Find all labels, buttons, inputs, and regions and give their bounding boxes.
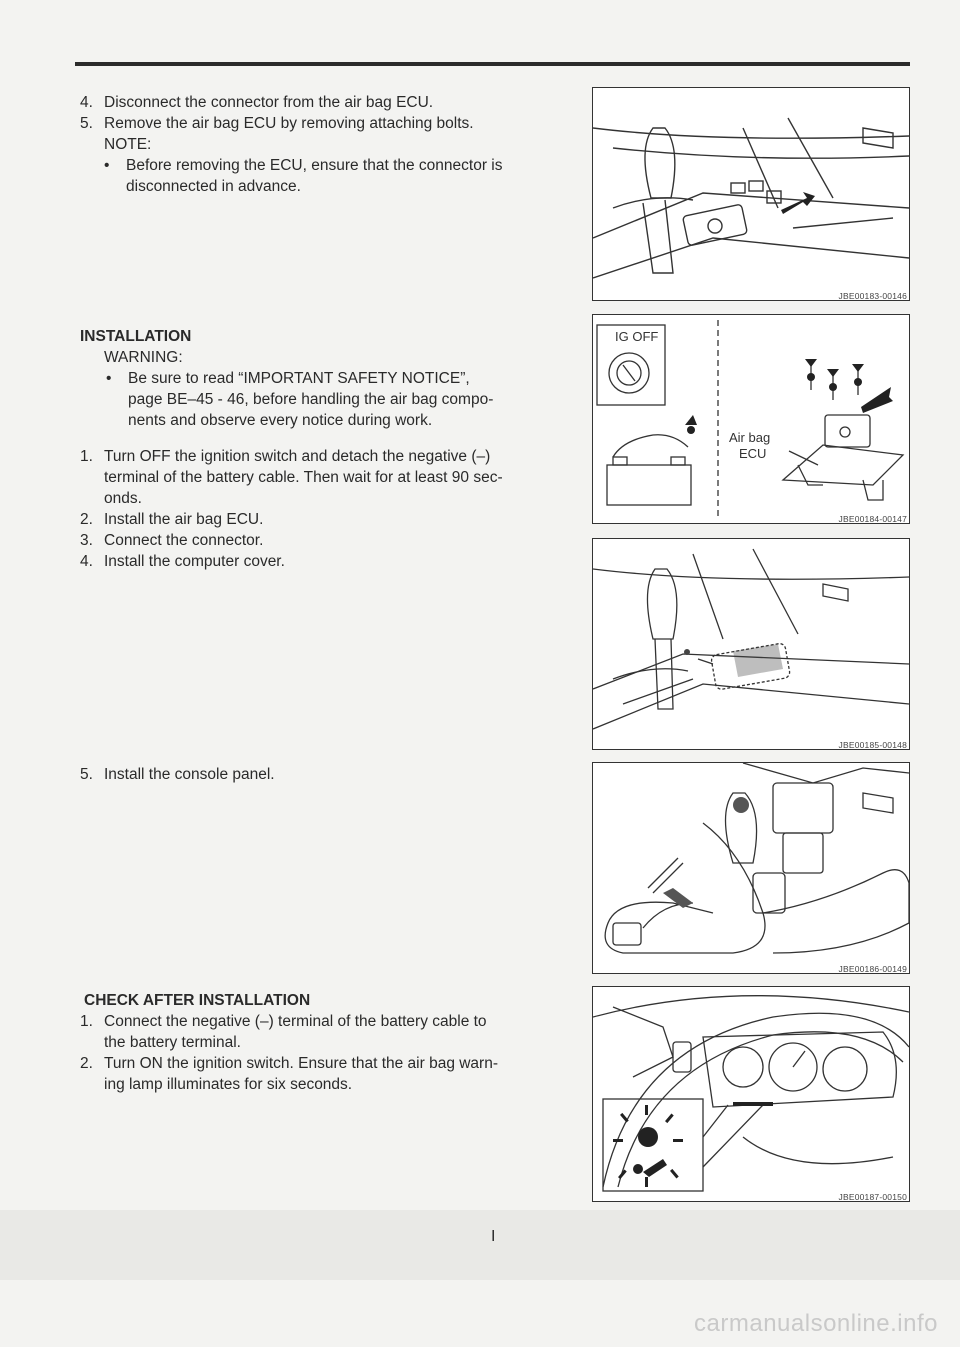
page-number: I (491, 1228, 496, 1245)
warning-label: WARNING: (104, 349, 183, 366)
step-number: 5. (80, 115, 93, 132)
footer-band (0, 1210, 960, 1280)
step-line: Turn ON the ignition switch. Ensure that the air bag warn- (104, 1055, 499, 1072)
step-line: the battery terminal. (104, 1034, 241, 1051)
removal-step-4 (80, 92, 580, 113)
check-step-1 (80, 1011, 580, 1053)
figure-code: JBE00184-00147 (838, 514, 907, 524)
install-step-3 (80, 530, 580, 551)
top-rule (75, 62, 910, 66)
step-line: terminal of the battery cable. Then wait for at least 90 sec- (104, 469, 503, 486)
note-label: NOTE: (104, 136, 152, 153)
step-line: Install the computer cover. (104, 553, 285, 570)
warning-line-2: page BE–45 - 46, before handling the air bag compo- (128, 391, 494, 408)
bullet-dot: • (106, 370, 112, 387)
install-step-5 (80, 764, 580, 785)
step-number: 4. (80, 94, 93, 111)
airbag-ecu-label (729, 430, 770, 462)
step-text: Disconnect the connector from the air bag ECU. (104, 94, 434, 111)
step-number: 2. (80, 511, 93, 528)
check-step-2 (80, 1053, 580, 1095)
install-step-2 (80, 509, 580, 530)
ecu-installation-illustration (593, 315, 909, 523)
warning-line-3: nents and observe every notice during work. (128, 412, 433, 429)
step-number: 2. (80, 1055, 93, 1072)
note-bullet (80, 155, 580, 197)
step-number: 1. (80, 1013, 93, 1030)
step-line: onds. (104, 490, 142, 507)
ecu-removal-illustration (593, 88, 909, 300)
ecu-installed-illustration (593, 539, 909, 749)
figure-warning-lamp (592, 986, 910, 1202)
warning-bullet (80, 368, 580, 431)
step-line: ing lamp illuminates for six seconds. (104, 1076, 353, 1093)
step-number: 3. (80, 532, 93, 549)
step-line: Connect the negative (–) terminal of the battery cable to (104, 1013, 487, 1030)
removal-section (80, 92, 580, 197)
step-text: Remove the air bag ECU by removing attaching bolts. (104, 115, 474, 132)
console-panel-illustration (593, 763, 909, 973)
removal-step-5 (80, 113, 580, 134)
step-line: Connect the connector. (104, 532, 264, 549)
step-text: Install the console panel. (104, 766, 275, 783)
note-text: Before removing the ECU, ensure that the connector is disconnected in advance. (126, 157, 503, 195)
figure-ecu-installation (592, 314, 910, 524)
step-number: 5. (80, 766, 93, 783)
warning-line-1: Be sure to read “IMPORTANT SAFETY NOTICE”, (128, 370, 470, 387)
check-section (80, 990, 580, 1095)
figure-ecu-installed (592, 538, 910, 750)
watermark: carmanualsonline.info (694, 1310, 938, 1337)
figure-code: JBE00185-00148 (838, 740, 907, 750)
warning-lamp-illustration (593, 987, 909, 1201)
figure-console-panel (592, 762, 910, 974)
install-step-4 (80, 551, 580, 572)
check-heading: CHECK AFTER INSTALLATION (84, 992, 311, 1009)
step-number: 1. (80, 448, 93, 465)
step-line: Install the air bag ECU. (104, 511, 264, 528)
figure-code: JBE00183-00146 (838, 291, 907, 301)
installation-heading: INSTALLATION (80, 328, 192, 345)
ig-off-label: IG OFF (615, 329, 659, 344)
installation-section (80, 326, 580, 431)
step-line: Turn OFF the ignition switch and detach the negative (–) (104, 448, 491, 465)
figure-ecu-removal (592, 87, 910, 301)
installation-steps (80, 446, 580, 572)
figure-code: JBE00187-00150 (838, 1192, 907, 1202)
airbag-label-line: Air bag (729, 430, 771, 445)
install-step-1 (80, 446, 580, 509)
step-number: 4. (80, 553, 93, 570)
figure-code: JBE00186-00149 (838, 964, 907, 974)
bullet-dot: • (104, 157, 110, 174)
ecu-label-line: ECU (739, 446, 767, 461)
